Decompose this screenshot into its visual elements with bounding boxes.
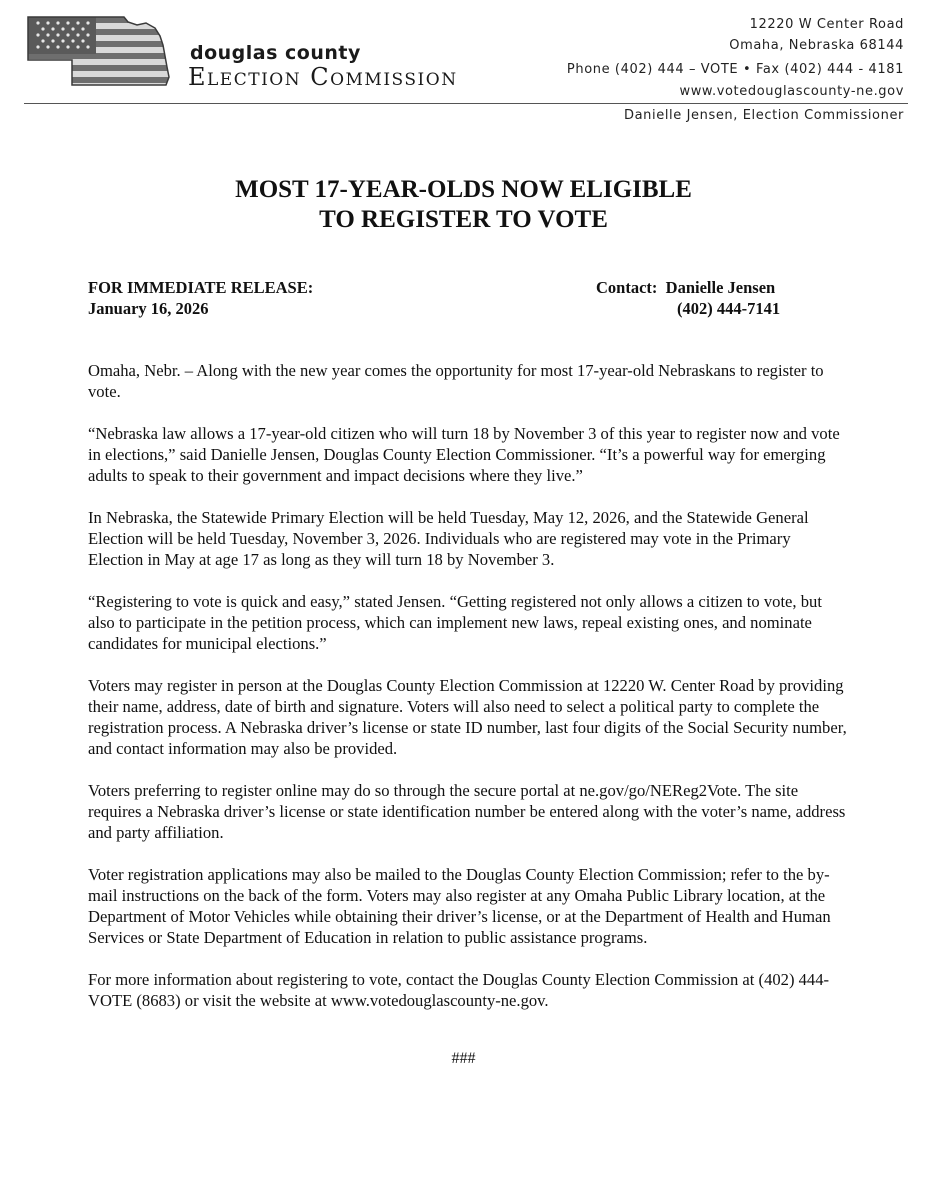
paragraph: Voter registration applications may also be mailed to the Douglas County Election Commission; refer to the by-mail instructions on the back of the form. Voters may also register at any Omaha Public Library location, at the Department of Motor Vehicles while obtaining their driver’s license, or at the Department of Health and Human Services or State Department of Education in relation to public assistance programs. xyxy=(88,865,831,947)
address-line2: Omaha, Nebraska 68144 xyxy=(729,38,904,53)
headline-line1: MOST 17-YEAR-OLDS NOW ELIGIBLE xyxy=(235,176,692,203)
address-line1: 12220 W Center Road xyxy=(749,17,904,32)
release-label: FOR IMMEDIATE RELEASE: xyxy=(88,278,314,297)
release-date: January 16, 2026 xyxy=(88,299,209,318)
letterhead-contact xyxy=(567,14,904,102)
release-info xyxy=(88,277,313,319)
paragraph: For more information about registering to vote, contact the Douglas County Election Commission at (402) 444-VOTE (8683) or visit the website at www.votedouglascounty-ne.gov. xyxy=(88,970,830,1010)
org-name-line1: douglas county xyxy=(190,42,361,64)
headline-line2: TO REGISTER TO VOTE xyxy=(319,206,608,233)
header-divider xyxy=(24,103,908,104)
page-title xyxy=(0,175,927,235)
paragraph: “Nebraska law allows a 17-year-old citizen who will turn 18 by November 3 of this year to register now and vote in elections,” said Danielle Jensen, Douglas County Election Commissioner. “It’s a powerful way for emerging adults to speak to their government and impact decisions where they live.” xyxy=(88,424,840,485)
article-body xyxy=(88,360,848,1032)
contact-phone: (402) 444-7141 xyxy=(677,299,781,318)
paragraph: Voters may register in person at the Douglas County Election Commission at 12220 W. Center Road by providing their name, address, date of birth and signature. Voters will also need to select a political party to complete the registration process. A Nebraska driver’s license or state ID number, last four digits of the Social Security number, and contact information may also be provided. xyxy=(88,676,847,758)
paragraph: “Registering to vote is quick and easy,” stated Jensen. “Getting registered not only allows a citizen to vote, but also to participate in the petition process, which can implement new laws, repeal existing ones, and nominate candidates for municipal elections.” xyxy=(88,592,822,653)
end-mark: ### xyxy=(451,1050,476,1067)
paragraph: In Nebraska, the Statewide Primary Election will be held Tuesday, May 12, 2026, and the Statewide General Election will be held Tuesday, November 3, 2026. Individuals who are registered may vote in the Primary Election in May at age 17 as long as they will turn 18 by November 3. xyxy=(88,508,809,569)
paragraph: Voters preferring to register online may do so through the secure portal at ne.gov/go/NEReg2Vote. The site requires a Nebraska driver’s license or state identification number be entered along with the voter’s name, address and party affiliation. xyxy=(88,781,846,842)
phone-fax: Phone (402) 444 – VOTE • Fax (402) 444 - 4181 xyxy=(566,62,904,77)
org-name-line2: Election Commission xyxy=(188,63,458,91)
press-contact xyxy=(596,277,780,319)
contact-name: Contact: Danielle Jensen xyxy=(596,278,776,297)
letterhead xyxy=(24,14,908,132)
commissioner-name: Danielle Jensen, Election Commissioner xyxy=(624,108,904,123)
website-link[interactable]: www.votedouglascounty-ne.gov xyxy=(679,84,904,99)
nebraska-flag-map-icon xyxy=(24,14,170,88)
paragraph: Omaha, Nebr. – Along with the new year comes the opportunity for most 17-year-old Nebraskans to register to vote. xyxy=(88,361,824,401)
